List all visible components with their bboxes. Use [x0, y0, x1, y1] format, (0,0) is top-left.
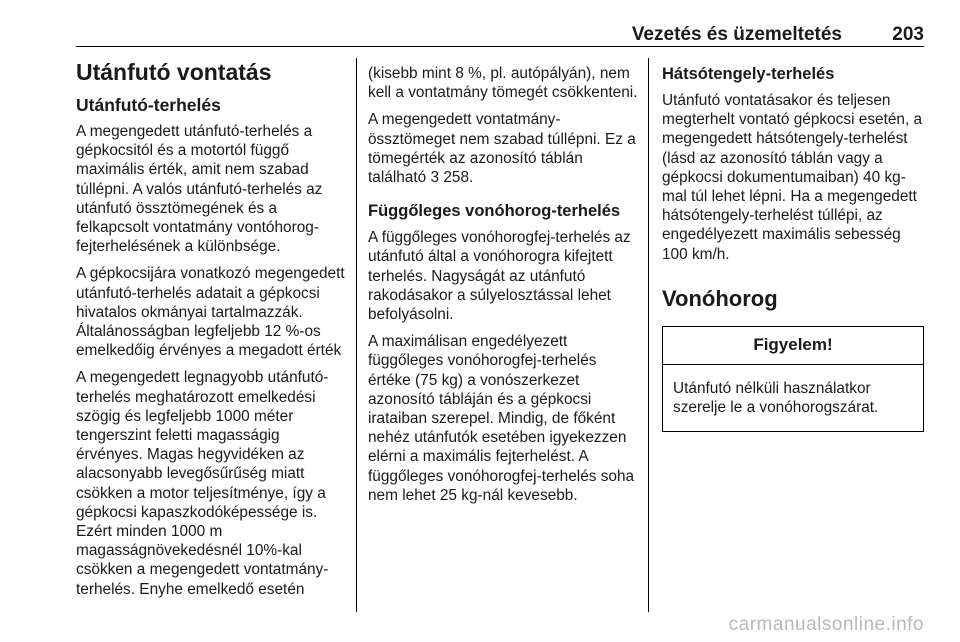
subsection-title: Utánfutó-terhelés — [76, 95, 221, 115]
paragraph: A megengedett legnagyobb utánfutó-terhelés meghatározott emelkedési szögig és legfeljebb 1000 méter tengerszint feletti magasságig érvényes. Magas hegyvidéken az alacsonyabb levegősűrűség miatt csökken a motor teljesítménye, így a gépkocsi kapaszkodóképessége is. Ezért minden 1000 m magasságnövekedésnél 10%-kal csökken a megengedett vontatmány-terhelés. Enyhe emelkedő esetén — [76, 369, 329, 598]
column-divider — [648, 58, 649, 612]
chapter-title: Utánfutó vontatás — [76, 59, 272, 85]
paragraph: Utánfutó vontatásakor és teljesen megterhelt vontató gépkocsi esetén, a megengedett hátsótengely-terhelést (lásd az azonosító táblán vagy a gépkocsi dokumentumaiban) 40 kg-mal túl lehet lépni. Ha a megengedett hátsótengely-terhelést túllépi, az engedélyezett maximális sebesség 100 km/h. — [662, 92, 923, 263]
warning-text: Utánfutó nélküli használatkor szerelje le a vonóhorogszárat. — [673, 380, 879, 417]
watermark: carmanualsonline.info — [728, 614, 924, 635]
section-title: Vezetés és üzemeltetés — [631, 24, 842, 45]
subsection-title: Hátsótengely-terhelés — [662, 65, 835, 83]
column-right — [662, 64, 924, 432]
column-divider — [356, 58, 357, 612]
page-header — [76, 0, 924, 47]
paragraph: A függőleges vonóhorogfej-terhelés az utánfutó által a vonóhorogra kifejtett terhelés. Nagyságát az utánfutó rakodásakor a súlyelosztással lehet befolyásolni. — [368, 229, 631, 324]
paragraph: (kisebb mint 8 %, pl. autópályán), nem kell a vontatmány tömegét csökkenteni. — [368, 65, 638, 102]
paragraph-text: A megengedett vontatmány-össztömeget nem szabad túllépni. Ez a tömegérték az azonosító táblán található — [368, 111, 636, 187]
column-middle — [368, 64, 638, 513]
warning-box — [662, 326, 924, 433]
paragraph: A megengedett utánfutó-terhelés a gépkocsitól és a motortól függő maximális érték, amit nem szabad túllépni. A valós utánfutó-terhelés az utánfutó össztömegének és a felkapcsolt vontatmány vontóhorog-fejterhelésének a különbsége. — [76, 123, 323, 256]
page-number: 203 — [892, 24, 924, 45]
page-reference-link[interactable]: 3 258. — [430, 169, 474, 187]
warning-title: Figyelem! — [663, 327, 923, 365]
column-left — [76, 58, 348, 607]
section-heading: Vonóhorog — [662, 285, 778, 311]
paragraph: A maximálisan engedélyezett függőleges vonóhorogfej-terhelés értéke (75 kg) a vonószerkezet azonosító tábláján és a gépkocsi irataiban szerepel. Mindig, de főként nehéz utánfutók esetében igyekezzen elérni a maximális fejterhelést. A függőleges vonóhorogfej-terhelés soha nem lehet 25 kg-nál kevesebb. — [368, 333, 635, 504]
subsection-title: Függőleges vonóhorog-terhelés — [368, 202, 621, 221]
paragraph — [368, 110, 638, 187]
paragraph: A gépkocsijára vonatkozó megengedett utánfutó-terhelés adatait a gépkocsi hivatalos okmányai tartalmazzák. Általánosságban legfeljebb 12 %-os emelkedőig érvényes a megadott érték — [76, 265, 345, 360]
